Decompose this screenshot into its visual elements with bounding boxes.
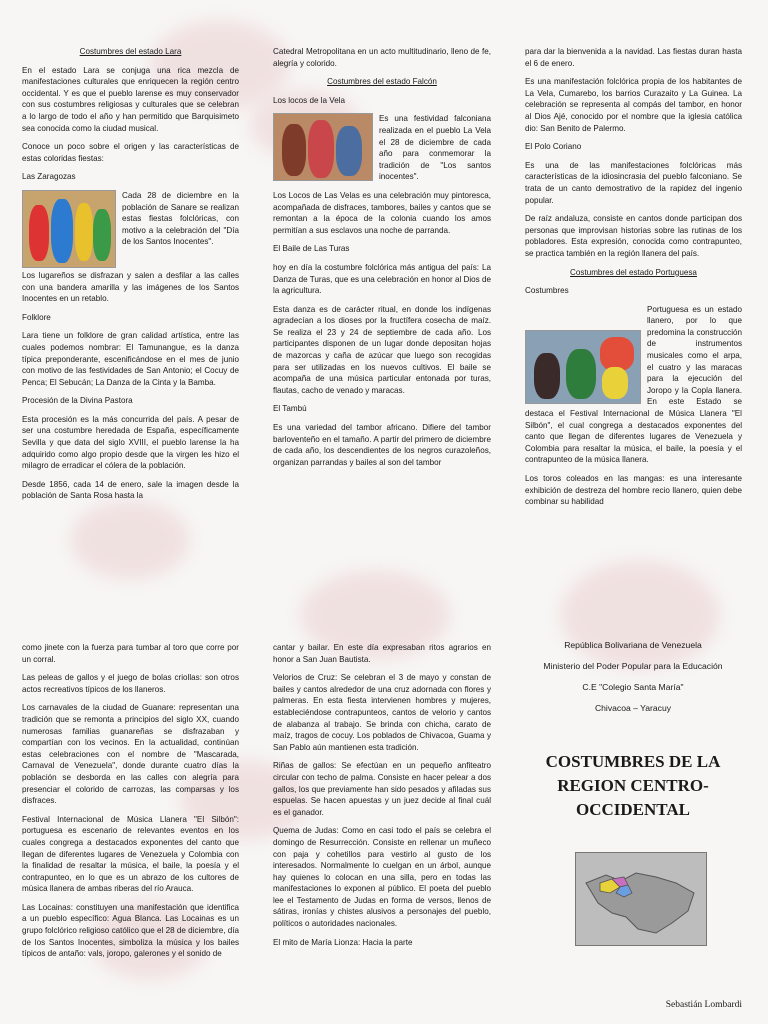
section-heading-portuguesa: Costumbres del estado Portuguesa bbox=[570, 267, 697, 277]
cover-location: Chivacoa – Yaracuy bbox=[594, 703, 672, 713]
paragraph: para dar la bienvenida a la navidad. Las fiestas duran hasta el 6 de enero. bbox=[525, 47, 742, 68]
paragraph: Las peleas de gallos y el juego de bolas criollas: son otros actos recreativos típicos de los llaneros. bbox=[22, 673, 239, 694]
venezuela-map-image bbox=[575, 852, 707, 946]
paragraph: Catedral Metropolitana en un acto multitudinario, lleno de fe, alegría y colorido. bbox=[273, 47, 491, 68]
paragraph: Riñas de gallos: Se efectúan en un pequeño anfiteatro circular con techo de palma. Consiste en hacer pelear a dos gallos, los que previamente han sido pesados y afiladas sus espuelas. Se hacen apuestas y un juez decide al final cuál es el ganador. bbox=[273, 761, 491, 817]
column-portuguesa-continued bbox=[22, 642, 239, 967]
subheading: El Polo Coriano bbox=[525, 142, 582, 152]
paragraph: Lara tiene un folklore de gran calidad artística, entre las cuales podemos nombrar: El Tamunangue, es la danza típica preponderante, escenificándose en el mes de junio con motivo de las festividades de San Antonio; el Cocuy de Penca; El Sebucán; La Danza de la Cinta y la Bamba. bbox=[22, 331, 239, 387]
subheading: Procesión de la Divina Pastora bbox=[22, 396, 133, 406]
background-splash bbox=[70, 500, 190, 580]
paragraph: Es una festividad falconiana realizada en el pueblo La Vela el 28 de diciembre de cada año para conmemorar la tradición de "Los santos inocentes". bbox=[379, 114, 491, 182]
paragraph: Desde 1856, cada 14 de enero, sale la imagen desde la población de Santa Rosa hasta la bbox=[22, 479, 239, 501]
subheading: Folklore bbox=[22, 312, 51, 322]
section-heading-falcon: Costumbres del estado Falcón bbox=[327, 77, 437, 87]
paragraph: En el estado Lara se conjuga una rica mezcla de manifestaciones culturales que enriquecen la región centro occidental. Y es que el pueblo larense es muy conservador con sus costumbres religiosas y culturales que se celebran a lo largo de todo el año y han permitido que Barquisimeto sea conocida como la ciudad musical. bbox=[22, 65, 239, 133]
paragraph: Esta danza es de carácter ritual, en donde los indígenas agradecían a los dioses por la fructífera cosecha de maíz. Se realiza el 23 y 24 de septiembre de cada año. Los participantes disponen de un lugar donde depositan hojas de mazorcas y caña de azúcar que luego son recogidas para ser utilizadas en los nuevos cultivos. El baile se acompaña de una música particular entonada por turas, flautas, cacho de venado y maracas. bbox=[273, 304, 491, 395]
subheading: Las Zaragozas bbox=[22, 172, 76, 182]
paragraph: hoy en día la costumbre folclórica más antigua del país: La Danza de Turas, que es una celebración en honor al Dios de la agricultura. bbox=[273, 262, 491, 296]
section-heading-lara: Costumbres del estado Lara bbox=[79, 47, 182, 56]
paragraph: Portuguesa es un estado llanero, por lo que predomina la construcción de instrumentos musicales como el arpa, el cuatro y las maracas para la ejecución del Joropo y la Copla llanera. En este Estado se destaca el Festival Internacional de Música Llanera "El Silbón", el cual congrega a destacados exponentes del canto que llegan de diferentes lugares de Venezuela y Colombia para resaltar la música, el baile, la poesía y el contrapunteo de la música llanera. bbox=[525, 304, 742, 465]
paragraph: Las Locainas: constituyen una manifestación que identifica a un pueblo específico: Agua Blanca. Las Locainas es un grupo folclórico religioso católico que el 28 de diciembre, día de los Santos Inocentes, simboliza la música y los bailes típicos de antaño: vals, joropo, galerones y el sonido de bbox=[22, 902, 239, 959]
cover-republic: República Bolivariana de Venezuela bbox=[564, 640, 702, 650]
zaragozas-photo bbox=[22, 190, 116, 268]
llanero-dance-photo bbox=[525, 330, 641, 404]
cover-school: C.E "Colegio Santa María" bbox=[582, 682, 684, 692]
paragraph: Los Locos de Las Velas es una celebración muy pintoresca, acompañada de disfraces, tambores, bailes y cantos que se remontan a la época de la colonia cuando los amos permitían a sus esclavos una noche de parranda. bbox=[273, 190, 491, 235]
paragraph: Es una de las manifestaciones folclóricas más características de la idiosincrasia del pueblo falconiano. Se trata de un canto demostrativo de la rapidez del ingenio popular. bbox=[525, 160, 742, 205]
column-portuguesa bbox=[525, 46, 742, 515]
column-falcon bbox=[273, 46, 491, 475]
paragraph: Esta procesión es la más concurrida del país. A pesar de ser una costumbre heredada de España, específicamente Sevilla y que data del siglo XVIII, el pueblo larense la ha adquirido como algo propio desde que la virgen les hizo el milagro de erradicar el cólera de la población. bbox=[22, 414, 239, 471]
subheading: El Baile de Las Turas bbox=[273, 244, 350, 254]
paragraph: Conoce un poco sobre el origen y las características de estas coloridas fiestas: bbox=[22, 142, 239, 163]
subheading: El Tambú bbox=[273, 404, 307, 414]
column-yaracuy bbox=[273, 642, 491, 955]
subheading: Costumbres bbox=[525, 286, 569, 296]
subheading: Los locos de la Vela bbox=[273, 95, 345, 105]
paragraph: Festival Internacional de Música Llanera "El Silbón": portuguesa es escenario de relevantes eventos en los cuales congrega a destacados exponentes del canto que llegan de diferentes lugares de Venezuela y Colombia con la finalidad de resaltar la música, el baile, la poesía y el contrapunteo, en lo que es un abrazo de los cultores de música llanera de ambas riberas del río Arauca. bbox=[22, 814, 239, 894]
column-lara bbox=[22, 46, 239, 509]
cover-title: COSTUMBRES DE LA REGION CENTRO-OCCIDENTAL bbox=[545, 752, 721, 819]
locos-de-la-vela-photo bbox=[273, 113, 373, 181]
paragraph: Los lugareños se disfrazan y salen a desfilar a las calles con una bandera amarilla y las imágenes de los Santos Inocentes en un retablo. bbox=[22, 270, 239, 304]
paragraph: Los toros coleados en las mangas: es una interesante exhibición de destreza del hombre recio llanero, quien debe combinar su habilidad bbox=[525, 474, 742, 507]
paragraph: Es una manifestación folclórica propia de los habitantes de La Vela, Cumarebo, los barrios Curazaito y La Guinea. La celebración se representa al compás del tambor, en honor al Dios Ajé, conocido por el nombre que la iglesia católica dio: San Benito de Palermo. bbox=[525, 77, 742, 133]
paragraph: Velorios de Cruz: Se celebran el 3 de mayo y constan de bailes y cantos alrededor de una cruz adornada con flores y palmeras. En esta fiesta intervienen hombres y mujeres, estableciéndose contrapunteos, cantos de velorio y cantos de alabanza al trabajo. Se brinda con chicha, carato de maíz, tragos de cocuy. Los poblados de Chivacoa, Guama y San Pablo aún mantienen esta tradición. bbox=[273, 673, 491, 752]
cover-header bbox=[515, 640, 751, 724]
paragraph: El mito de María Lionza: Hacia la parte bbox=[273, 937, 413, 947]
author-name: Sebastián Lombardi bbox=[665, 1000, 742, 1010]
paragraph: como jinete con la fuerza para tumbar al toro que corre por un corral. bbox=[22, 643, 239, 664]
paragraph: Los carnavales de la ciudad de Guanare: representan una tradición que se remonta a principios del siglo XX, cuando numerosas familias guanareñas se disfrazaban y compartían con los vecinos. En la actualidad, continúan estas celebraciones con el nombre de "Mascarada, Carnaval de Venezuela", donde durante cuatro días la población se desborda en las calles con alegría para presenciar el colorido de carrozas, las comparsas y los disfraces. bbox=[22, 703, 239, 806]
paragraph: De raíz andaluza, consiste en cantos donde participan dos personas que improvisan historias sobre las rutinas de los pobladores. Esta expresión, conocida como contrapunteo, se practica también en la región llanera del país. bbox=[525, 214, 742, 258]
paragraph: Cada 28 de diciembre en la población de Sanare se realizan estas fiestas folclóricas, con motivo a la celebración del "Día de los Santos Inocentes". bbox=[122, 190, 239, 247]
paragraph: cantar y bailar. En este día expresaban ritos agrarios en honor a San Juan Bautista. bbox=[273, 643, 491, 664]
paragraph: Es una variedad del tambor africano. Difiere del tambor barloventeño en el tamaño. A partir del primero de diciembre de cada año, los descendientes de los negros curazoleños, organizan parrandas y bailes al son del tambor bbox=[273, 423, 491, 467]
cover-ministry: Ministerio del Poder Popular para la Educación bbox=[543, 661, 723, 671]
paragraph: Quema de Judas: Como en casi todo el país se celebra el domingo de Resurrección. Consiste en rellenar un muñeco con paja y cohetillos para vestirlo al gusto de los interesados. Normalmente lo cuelgan en un árbol, aunque hay quienes lo colocan en una silla, pero en todas las manifestaciones lo exponen al público. El poeta del pueblo lee el Testamento de Judas en forma de versos, llenos de sátiras, ironías y chistes alusivos a personajes del pueblo, políticos o autoridades nacionales. bbox=[273, 826, 491, 929]
